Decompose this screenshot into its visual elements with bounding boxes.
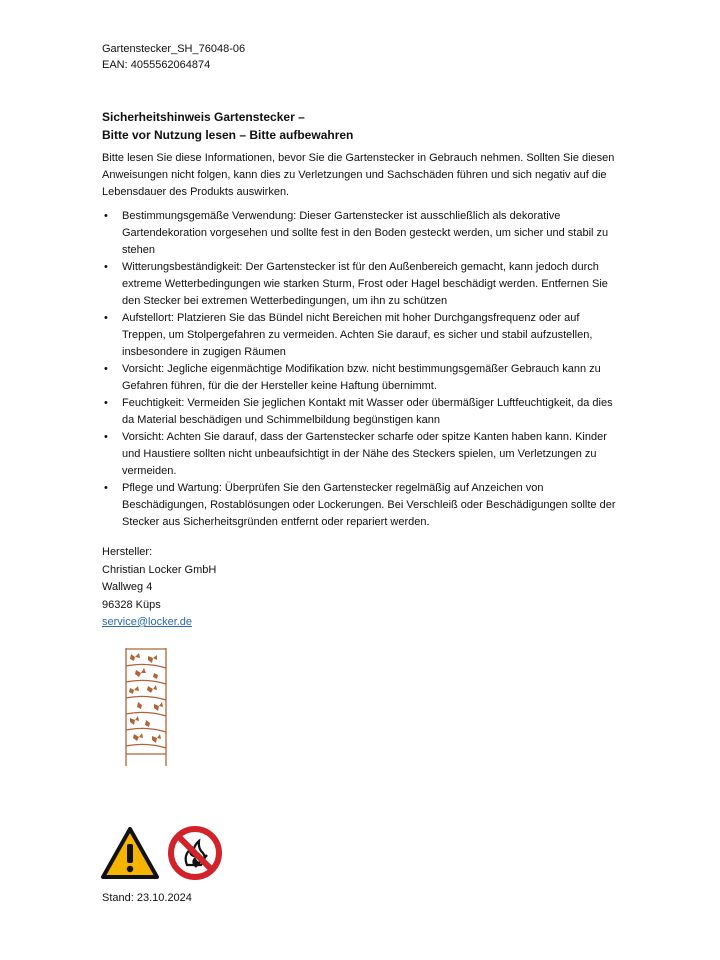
manufacturer-block xyxy=(102,544,216,632)
manufacturer-city: 96328 Küps xyxy=(102,598,161,611)
bullet-icon: • xyxy=(104,210,108,222)
ean-code: EAN: 4055562064874 xyxy=(102,59,211,71)
manufacturer-street: Wallweg 4 xyxy=(102,581,153,593)
document-date: Stand: 23.10.2024 xyxy=(102,892,192,904)
bullet-icon: • xyxy=(104,363,108,375)
manufacturer-email-link[interactable]: service@locker.de xyxy=(102,616,193,628)
bullet-icon: • xyxy=(104,482,108,494)
bullet-icon: • xyxy=(104,397,108,409)
title-line-1: Sicherheitshinweis Gartenstecker – xyxy=(102,110,305,124)
warning-triangle-icon xyxy=(100,826,160,880)
safety-list xyxy=(102,208,622,531)
list-item: • Bestimmungsgemäße Verwendung: Dieser Gartenstecker ist ausschließlich als dekorative Gartendekoration vorgesehen und sollte fest in den Boden gesteckt werden, um sicher und stabil zu stehen xyxy=(104,210,609,256)
document-header xyxy=(102,41,245,73)
intro-paragraph: Bitte lesen Sie diese Informationen, bevor Sie die Gartenstecker in Gebrauch nehmen. Sollten Sie diesen Anweisungen nicht folgen, kann dies zu Verletzungen und Sachschäden führen und sich negativ auf die Lebensdauer des Produkts auswirken. xyxy=(102,152,615,198)
no-open-flame-icon xyxy=(167,825,223,881)
doc-id: Gartenstecker_SH_76048-06 xyxy=(102,43,246,55)
title-line-2: Bitte vor Nutzung lesen – Bitte aufbewahren xyxy=(102,128,354,142)
list-item: • Aufstellort: Platzieren Sie das Bündel nicht Bereichen mit hoher Durchgangsfrequenz oder auf Treppen, um Stolpergefahren zu vermeiden. Achten Sie darauf, es sicher und stabil aufzustellen, insbesondere in zugigen Räumen xyxy=(104,312,593,358)
list-item: • Vorsicht: Achten Sie darauf, dass der Gartenstecker scharfe oder spitze Kanten haben kann. Kinder und Haustiere sollten nicht unbeaufsichtigt in der Nähe des Steckers spielen, um Verletzungen zu vermeiden. xyxy=(104,431,607,477)
bullet-icon: • xyxy=(104,431,108,443)
bullet-icon: • xyxy=(104,312,108,324)
list-item: • Witterungsbeständigkeit: Der Gartenstecker ist für den Außenbereich gemacht, kann jedoch durch extreme Wetterbedingungen wie starken Sturm, Frost oder Hagel beschädigt werden. Entfernen Sie den Stecker bei extremen Wetterbedingungen, um ihn zu schützen xyxy=(104,261,608,307)
garden-stake-image xyxy=(118,646,180,768)
manufacturer-company: Christian Locker GmbH xyxy=(102,563,217,576)
list-item: • Pflege und Wartung: Überprüfen Sie den Gartenstecker regelmäßig auf Anzeichen von Beschädigungen, Rostablösungen oder Lockerungen. Bei Verschleiß oder Beschädigungen sollte der Stecker aus Sicherheitsgründen entfernt oder repariert werden. xyxy=(104,482,616,528)
list-item: • Feuchtigkeit: Vermeiden Sie jeglichen Kontakt mit Wasser oder übermäßiger Luftfeuchtigkeit, da dies da Material beschädigen und Schimmelbildung begünstigen kann xyxy=(104,397,613,426)
list-item: • Vorsicht: Jegliche eigenmächtige Modifikation bzw. nicht bestimmungsgemäßer Gebrauch kann zu Gefahren führen, für die der Hersteller keine Haftung übernimmt. xyxy=(104,363,601,392)
document-title xyxy=(102,108,353,144)
bullet-icon: • xyxy=(104,261,108,273)
manufacturer-label: Hersteller: xyxy=(102,546,153,558)
